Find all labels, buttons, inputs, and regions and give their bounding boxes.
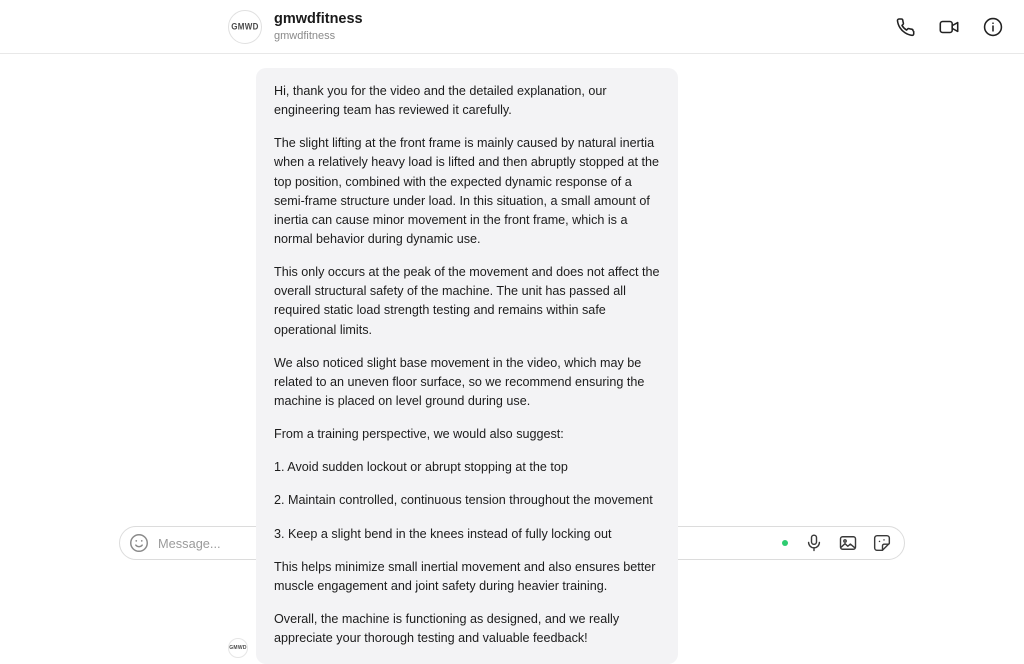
message-row — [228, 68, 698, 664]
avatar[interactable] — [228, 10, 262, 44]
info-icon[interactable] — [982, 16, 1004, 38]
message-avatar[interactable] — [228, 638, 248, 658]
message-avatar-label: GMWD — [229, 644, 247, 652]
message-list[interactable] — [0, 54, 1024, 652]
message-paragraph: This helps minimize small inertial movement and also ensures better muscle engagement and joint safety during heavier training. — [274, 559, 656, 593]
message-paragraph: 1. Avoid sudden lockout or abrupt stopping at the top — [274, 460, 568, 475]
message-paragraph: 2. Maintain controlled, continuous tension throughout the movement — [274, 493, 653, 508]
message-paragraph: The slight lifting at the front frame is mainly caused by natural inertia when a relatively heavy load is lifted and then abruptly stopped at the top position, combined with the expected dynamic response of a semi-frame structure under load. In this situation, a small amount of inertia can cause minor movement in the front frame, which is a normal behavior during dynamic use. — [274, 136, 660, 246]
sticker-icon[interactable] — [872, 533, 892, 553]
page-subtitle: gmwdfitness — [274, 29, 336, 42]
message-paragraph: 3. Keep a slight bend in the knees instead of fully locking out — [274, 526, 612, 541]
message-paragraph: This only occurs at the peak of the movement and does not affect the overall structural safety of the machine. The unit has passed all required static load strength testing and remains within safe operational limits. — [274, 265, 660, 337]
message-paragraph: Overall, the machine is functioning as designed, and we really appreciate your thorough testing and valuable feedback! — [274, 611, 620, 646]
emoji-icon[interactable] — [128, 532, 150, 554]
message-paragraph: We also noticed slight base movement in the video, which may be related to an uneven floor surface, so we recommend ensuring the machine is placed on level ground during use. — [274, 355, 645, 408]
image-icon[interactable] — [838, 533, 858, 553]
message-bubble[interactable] — [256, 68, 678, 664]
conversation-header — [0, 0, 1024, 54]
header-actions — [894, 16, 1004, 38]
composer-actions — [782, 533, 894, 553]
message-paragraph: Hi, thank you for the video and the detailed explanation, our engineering team has reviewed it carefully. — [274, 84, 607, 118]
message-paragraph: From a training perspective, we would also suggest: — [274, 427, 564, 442]
online-status-dot — [782, 540, 788, 546]
avatar-label: GMWD — [231, 21, 259, 32]
video-call-icon[interactable] — [938, 16, 960, 38]
call-icon[interactable] — [894, 16, 916, 38]
microphone-icon[interactable] — [804, 533, 824, 553]
page-title[interactable]: gmwdfitness — [274, 10, 363, 27]
header-titles — [274, 11, 363, 42]
